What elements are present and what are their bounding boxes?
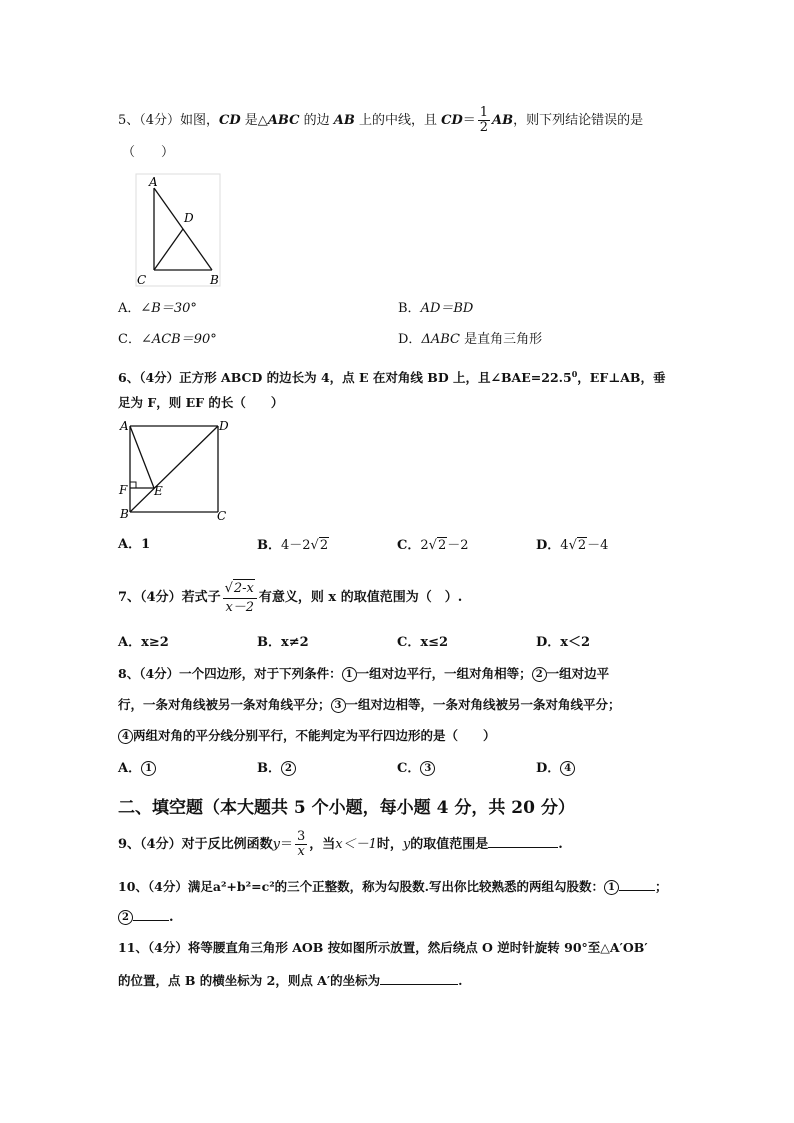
q11-answer-blank[interactable] [380,970,458,985]
q5-option-d [398,332,542,348]
q8-circle-3: 3 [331,698,346,713]
q8-circle-4: 4 [118,729,133,744]
q7-option-c: C．x≤2 [397,635,449,650]
q7-frac-num [223,579,257,599]
q5-fraction [478,106,490,135]
q5-label-d: D [184,211,194,225]
q6-label-c: C [217,509,227,522]
q5-mid3: 上的中线，且 [354,113,442,128]
q6-option-d-sqrt-icon: √ [568,538,577,553]
q11-line1: 11、（4分）将等腰直角三角形 AOB 按如图所示放置，然后绕点 O 逆时针旋转 90°至△A′OB′ [118,940,648,955]
q5-label-c: C [137,273,147,287]
q11-line2 [118,970,463,989]
q10-answer-blank-1[interactable] [619,876,655,891]
q5-prefix: 5、（4分）如图， [118,113,220,128]
q9-eq: ＝ [279,837,293,852]
q7-stem [118,578,462,618]
q5-suffix: ，则下列结论错误的是 [513,113,644,128]
q8-line1-end: 一组对边平 [546,666,610,681]
q8-option-c-label: C． [397,761,421,776]
q9-y2: y [402,837,411,852]
q6-option-c-rad: 2 [437,538,447,553]
q6-option-a: A．1 [118,537,151,552]
q6-option-b-pre: 4－2 [281,538,311,553]
q6-option-d [536,537,608,554]
q6-option-d-label: D． [536,538,561,553]
q7-prefix: 7、（4分）若式子 [118,590,221,605]
q8-line2-end: 一组对边相等，一条对角线被另一条对角线平分； [345,697,621,712]
q9-stem [118,828,563,862]
q8-option-a-label: A． [118,761,142,776]
q6-line1-text: 6、（4分）正方形 ABCD 的边长为 4，点 E 在对角线 BD 上，且∠BAE=22.5 [118,370,572,386]
q9-fraction [295,830,307,859]
q9-answer-blank[interactable] [488,833,558,848]
q11-line2-text: 的位置，点 B 的横坐标为 2，则点 A′的坐标为 [118,973,381,988]
q10-line2 [118,906,174,926]
q8-option-a [118,761,156,777]
q6-option-c-post: －2 [447,538,469,553]
q5-option-a [118,301,197,317]
q5-label-a: A [149,175,158,189]
q10-end1: ； [655,879,668,894]
q6-figure [118,418,230,522]
q7-option-b: B．x≠2 [257,635,309,650]
q5-option-a-label: A． [118,301,141,316]
q7-num-rad: 2-x [233,580,254,596]
q8-circle-1: 1 [342,667,357,682]
q5-mid2: 的边 [299,113,334,128]
q7-option-d: D．x＜2 [536,635,591,650]
q10-end2: . [169,910,174,925]
q8-option-b [257,761,296,777]
q5-option-b-label: B． [398,301,421,316]
q7-option-a: A．x≥2 [118,635,169,650]
q6-option-b [257,537,329,554]
q6-option-b-rad: 2 [319,538,329,553]
q8-option-c [397,761,435,777]
q5-paren: （ ） [122,145,175,160]
q10-circle-2: 2 [118,910,133,925]
q11-end: . [458,973,463,988]
q8-line3 [118,728,496,744]
q6-right-angle-mark [130,482,136,488]
q6-line1 [118,366,665,386]
q10-line1-text: 10、（4分）满足a²+b²=c²的三个正整数，称为勾股数.写出你比较熟悉的两组勾股数： [118,879,605,894]
q5-figure [132,172,224,290]
q9-prefix: 9、（4分）对于反比例函数 [118,837,273,852]
q5-eq: ＝ [462,113,476,128]
q8-option-b-label: B． [257,761,281,776]
q6-option-d-post: －4 [587,538,609,553]
q6-option-d-rad: 2 [577,538,587,553]
q8-option-d-label: D． [536,761,561,776]
q6-label-a: A [120,419,129,433]
q6-option-c-label: C． [397,538,421,553]
q9-suffix: 的取值范围是 [410,837,489,852]
q5-option-c-label: C． [118,332,141,347]
q6-option-c [397,537,469,554]
q10-answer-blank-2[interactable] [133,906,169,921]
q9-cond: x＜－1 [335,837,377,852]
q5-mid1: 是△ [240,113,268,128]
q9-frac-den: x [297,844,305,859]
q6-line2: 足为 F，则 EF 的长（ ） [118,395,284,410]
q5-option-d-label: D． [398,332,422,347]
q5-label-b: B [210,273,219,287]
q6-label-e: E [154,484,163,498]
q5-frac-num: 1 [479,105,489,120]
q6-diagonal-bd [130,426,218,512]
q5-ab: AB [333,113,355,128]
q5-option-d-text: 是直角三角形 [459,332,543,347]
q8-option-d-circle: 4 [560,761,575,776]
q5-option-c-text: ∠ACB＝90° [140,332,217,347]
q9-mid: ，当 [309,837,336,852]
q10-line1 [118,876,668,895]
q9-frac-num: 3 [296,829,306,844]
q8-line1-pre: 8、（4分）一个四边形，对于下列条件： [118,666,342,681]
q5-option-c [118,332,217,348]
q5-ab2: AB [492,113,514,128]
q5-option-a-text: ∠B＝30° [140,301,197,316]
q6-segment-ae [130,426,154,488]
q6-label-d: D [219,419,229,433]
q9-y: y [272,837,280,852]
q5-segment-cd [154,229,183,270]
q6-label-f: F [119,483,128,497]
q6-option-b-label: B． [257,538,281,553]
q8-line3-text: 两组对角的平分线分别平行，不能判定为平行四边形的是（ ） [133,728,496,743]
q8-circle-2: 2 [532,667,547,682]
q6-option-c-sqrt-icon: √ [428,538,437,553]
q6-deg: 0 [571,369,578,379]
q8-line1-mid: 一组对边平行，一组对角相等； [356,666,532,681]
q9-mid2: 时， [376,837,403,852]
q8-line1 [118,666,609,682]
q7-sqrt-icon: √ [224,580,233,596]
q8-option-a-circle: 1 [141,761,156,776]
q5-abc: ABC [267,113,300,128]
q8-line2-pre: 行，一条对角线被另一条对角线平分； [118,697,331,712]
q6-option-c-pre: 2 [420,538,429,553]
q5-figure-frame [136,174,220,286]
q6-line1-end: ，EF⊥AB，垂 [577,370,666,386]
q5-frac-den: 2 [479,120,489,135]
q9-end: . [558,837,563,852]
q5-option-d-sym: ΔABC [421,332,460,347]
q5-stem [118,105,644,135]
q7-frac-den: x－2 [225,599,255,615]
q5-cd2: CD [441,113,463,128]
q5-option-b [398,301,473,317]
q6-option-b-sqrt-icon: √ [310,538,319,553]
q8-option-d [536,761,575,777]
q6-label-b: B [120,507,129,521]
q10-circle-1: 1 [604,880,619,895]
q8-option-b-circle: 2 [281,761,296,776]
q5-option-b-text: AD＝BD [420,301,474,316]
section-2-heading: 二、填空题（本大题共 5 个小题，每小题 4 分，共 20 分） [118,798,575,818]
q5-cd: CD [219,113,241,128]
q7-suffix: 有意义，则 x 的取值范围为（ ）. [258,590,463,605]
q6-option-d-pre: 4 [560,538,569,553]
q7-fraction [223,579,257,617]
q8-option-c-circle: 3 [420,761,435,776]
q8-line2 [118,697,621,713]
